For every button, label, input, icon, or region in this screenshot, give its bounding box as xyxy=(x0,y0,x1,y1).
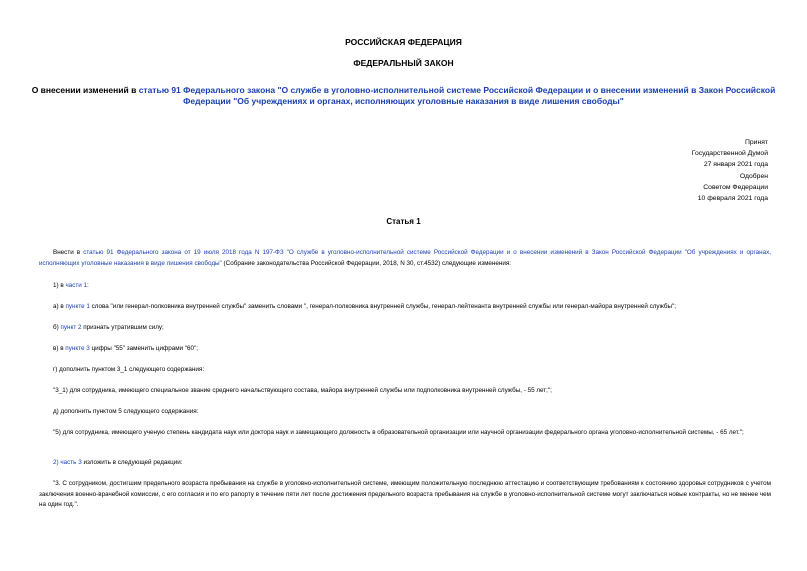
item-2-link[interactable]: часть 3 xyxy=(60,459,82,466)
item-a-suffix: слова "или генерал-полковника внутренней службы" заменить словами ", генерал-полковника внутренней службы, генерал-лейтенанта внутренней службы или генерал-майора внутренней службы"; xyxy=(89,303,677,310)
item-b-prefix: б) xyxy=(53,324,61,331)
item-v-link[interactable]: пункте 3 xyxy=(65,345,90,352)
law-type-heading: ФЕДЕРАЛЬНЫЙ ЗАКОН xyxy=(353,58,454,68)
law-title-prefix: О внесении изменений в xyxy=(31,85,139,95)
item-v xyxy=(39,344,771,355)
item-1-suffix: : xyxy=(87,282,89,289)
quote-5: "5) для сотрудника, имеющего ученую степень кандидата наук или доктора наук и замещающего должность в образовательной организации или научной организации федерального органа уголовно-исполнительной системы, - 65 лет."; xyxy=(53,429,744,436)
approved-by: Советом Федерации xyxy=(703,183,768,191)
item-b-suffix: признать утратившим силу; xyxy=(81,324,164,331)
federation-heading: РОССИЙСКАЯ ФЕДЕРАЦИЯ xyxy=(345,37,462,47)
item-d: д) дополнить пунктом 5 следующего содержания: xyxy=(53,408,199,415)
approved-date: 10 февраля 2021 года xyxy=(697,195,768,203)
item-a-link[interactable]: пункте 1 xyxy=(65,303,90,310)
item-2-suffix: изложить в следующей редакции: xyxy=(81,459,183,466)
adoption-block xyxy=(568,137,768,204)
item-a xyxy=(39,302,771,313)
item-g: г) дополнить пунктом 3_1 следующего содержания: xyxy=(53,366,205,373)
quote-3-1: "3_1) для сотрудника, имеющего специальное звание среднего начальствующего состава, майора внутренней службы или подполковника внутренней службы, - 55 лет;"; xyxy=(53,387,552,394)
item-v-suffix: цифры "55" заменить цифрами "60"; xyxy=(89,345,199,352)
adopted-by: Государственной Думой xyxy=(691,150,768,158)
item-1 xyxy=(39,281,771,292)
law-title-link[interactable]: статью 91 Федерального закона "О службе в уголовно-исполнительной системе Российской Федерации и о внесении изменений в Закон Российской Федерации "Об учреждениях и органах, исполняющих уголовные наказания в виде лишения свободы" xyxy=(138,85,776,106)
intro-link[interactable]: статью 91 Федерального закона от 19 июля 2018 года N 197-ФЗ "О службе в уголовно-исполнительной системе Российской Федерации и о внесении изменений в Закон Российской Федерации "Об учреждениях и органах, исполняющих уголовные наказания в виде лишения свободы" xyxy=(39,249,771,267)
article-heading: Статья 1 xyxy=(386,217,421,226)
adopted-date: 27 января 2021 года xyxy=(703,161,768,169)
item-2-prefix[interactable]: 2) xyxy=(53,459,61,466)
law-title xyxy=(28,85,779,107)
intro-suffix: (Собрание законодательства Российской Федерации, 2018, N 30, ст.4532) следующие изменения: xyxy=(221,259,512,267)
item-2 xyxy=(39,458,771,469)
intro-prefix: Внести в xyxy=(53,249,84,256)
approved-label: Одобрен xyxy=(739,172,768,180)
article-intro xyxy=(39,248,771,269)
item-1-link[interactable]: части 1 xyxy=(65,282,88,289)
adopted-label: Принят xyxy=(744,139,768,146)
item-b xyxy=(39,323,771,334)
quote-part-3: "3. С сотрудником, достигшим предельного возраста пребывания на службе в уголовно-исполнительной системе, имеющим положительную последнюю аттестацию и соответствующим требованиям к состоянию здоровья сотрудников с учетом заключения военно-врачебной комиссии, с его согласия и по его рапорту в течение пяти лет после достижения предельного возраста пребывания на службе в уголовно-исполнительной системе могут заключаться новые контракты, но не менее чем на один год.". xyxy=(39,480,771,508)
item-v-prefix: в) в xyxy=(53,345,66,352)
item-a-prefix: а) в xyxy=(53,303,66,310)
item-1-prefix: 1) в xyxy=(53,282,66,289)
item-b-link[interactable]: пункт 2 xyxy=(60,324,82,331)
